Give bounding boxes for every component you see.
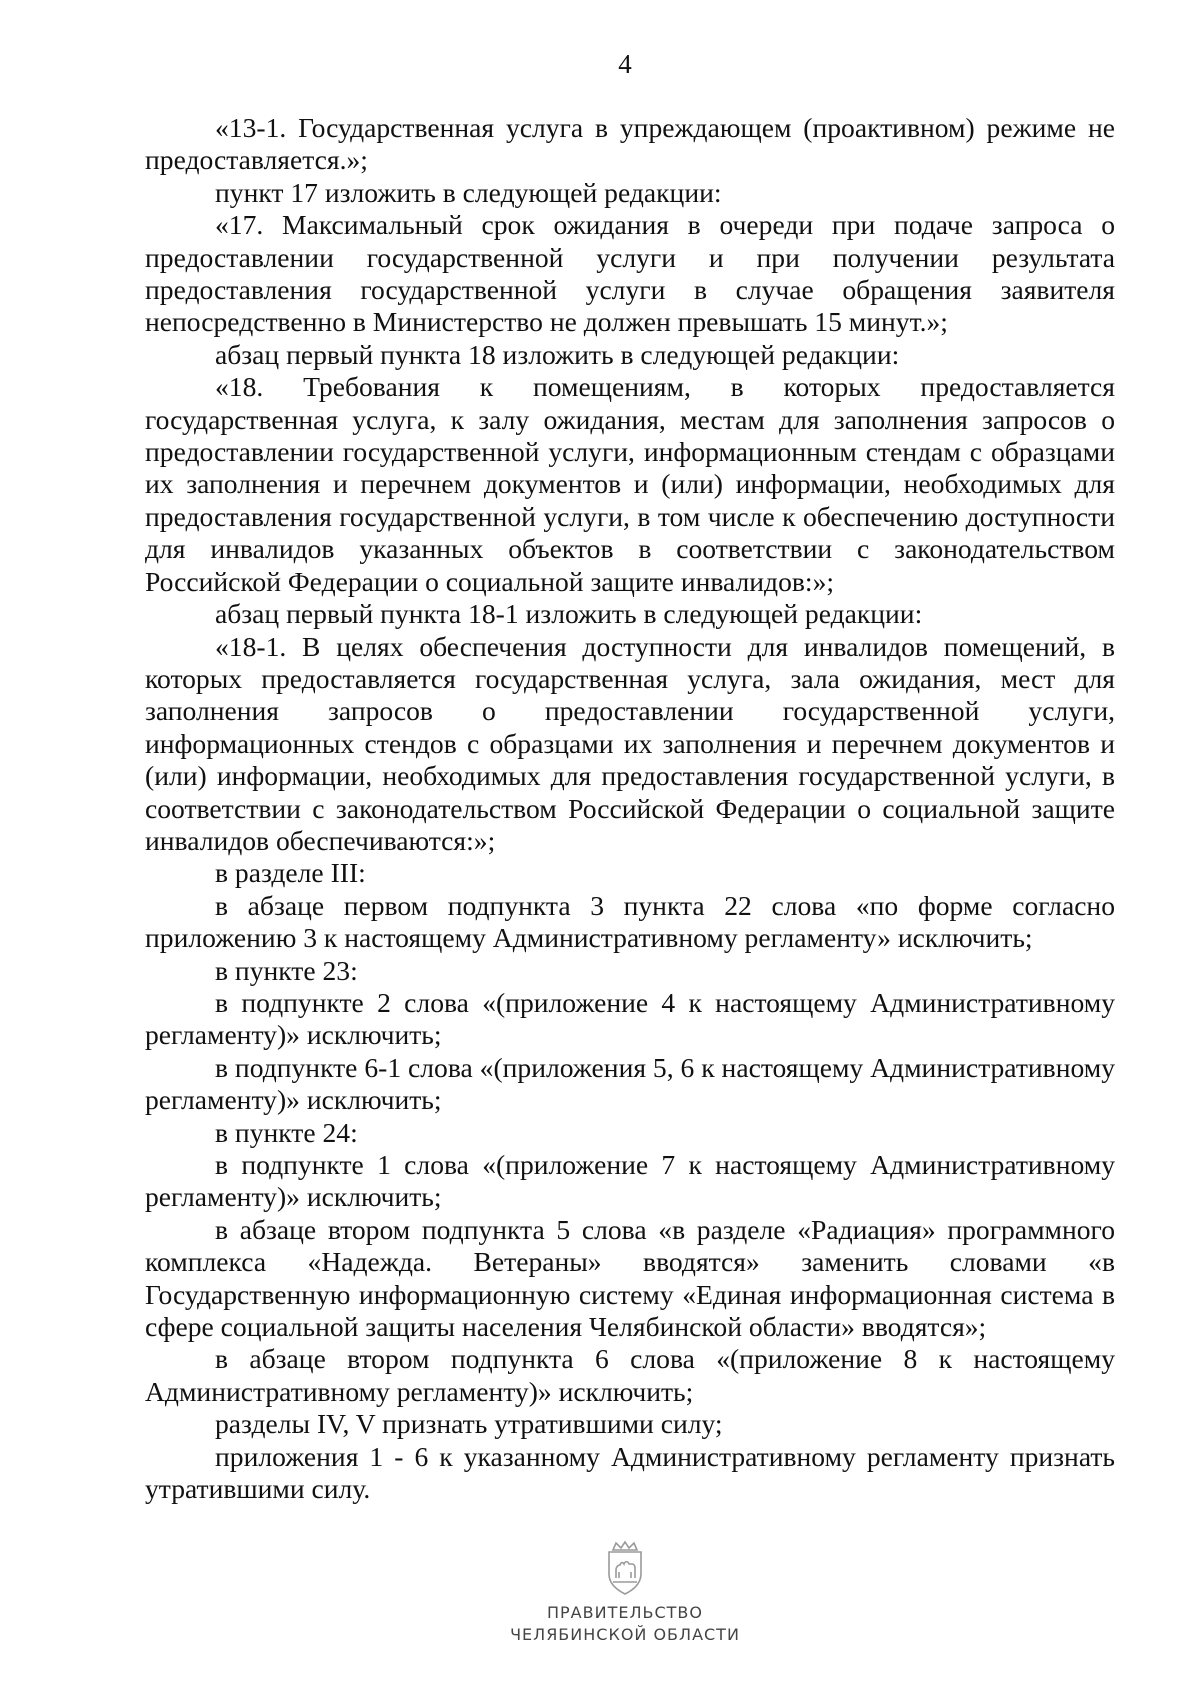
paragraph: в подпункте 1 слова «(приложение 7 к настоящему Административному регламенту)» исключить; xyxy=(145,1149,1115,1213)
page-number: 4 xyxy=(618,49,632,79)
paragraph: в абзаце первом подпункта 3 пункта 22 слова «по форме согласно приложению 3 к настоящему Административному регламенту» исключить; xyxy=(145,889,1115,954)
paragraph: «18. Требования к помещениям, в которых предоставляется государственная услуга, к залу ожидания, местам для заполнения запросов о предоставлении государственной услуги, информационным стендам с образцами их заполнения и перечнем документов и (или) информации, необходимых для предоставления государственной услуги, в том числе к обеспечению доступности для инвалидов указанных объектов в соответствии с законодательством Российской Федерации о социальной защите инвалидов:»; xyxy=(145,371,1115,597)
paragraph: пункт 17 изложить в следующей редакции: xyxy=(215,176,722,208)
government-watermark xyxy=(475,1540,775,1646)
paragraph: «17. Максимальный срок ожидания в очереди при подаче запроса о предоставлении государственной услуги и при получении результата предоставления государственной услуги в случае обращения заявителя непосредственно в Министерство не должен превышать 15 минут.»; xyxy=(145,209,1115,338)
paragraph: в подпункте 6-1 слова «(приложения 5, 6 к настоящему Административному регламенту)» исключить; xyxy=(145,1051,1115,1116)
paragraph: «18-1. В целях обеспечения доступности для инвалидов помещений, в которых предоставляется государственная услуга, зала ожидания, мест для заполнения запросов о предоставлении государственной услуги, информационных стендов с образцами их заполнения и перечнем документов и (или) информации, необходимых для предоставления государственной услуги, в соответствии с законодательством Российской Федерации о социальной защите инвалидов обеспечиваются:»; xyxy=(145,630,1115,856)
org-name-line-1: ПРАВИТЕЛЬСТВО xyxy=(547,1603,703,1622)
paragraph: приложения 1 - 6 к указанному Административному регламенту признать утратившими силу. xyxy=(145,1440,1115,1505)
paragraph: в абзаце втором подпункта 6 слова «(приложение 8 к настоящему Административному регламенту)» исключить; xyxy=(145,1343,1115,1407)
org-name-line-2: ЧЕЛЯБИНСКОЙ ОБЛАСТИ xyxy=(510,1625,740,1644)
paragraph: в пункте 24: xyxy=(215,1116,358,1148)
paragraph: в разделе III: xyxy=(215,857,366,889)
coat-of-arms-icon xyxy=(601,1540,649,1596)
paragraph: абзац первый пункта 18-1 изложить в следующей редакции: xyxy=(215,598,923,630)
document-body xyxy=(145,112,1115,1505)
paragraph: разделы IV, V признать утратившими силу; xyxy=(215,1408,723,1440)
paragraph: в абзаце втором подпункта 5 слова «в разделе «Радиация» программного комплекса «Надежда. Ветераны» вводятся» заменить словами «в Государственную информационную систему «Единая информационная система в сфере социальной защиты населения Челябинской области» вводятся»; xyxy=(145,1213,1115,1343)
paragraph: в подпункте 2 слова «(приложение 4 к настоящему Административному регламенту)» исключить; xyxy=(145,986,1115,1051)
paragraph: абзац первый пункта 18 изложить в следующей редакции: xyxy=(215,338,900,370)
paragraph: в пункте 23: xyxy=(215,954,358,986)
paragraph: «13-1. Государственная услуга в упреждающем (проактивном) режиме не предоставляется.»; xyxy=(145,112,1115,176)
